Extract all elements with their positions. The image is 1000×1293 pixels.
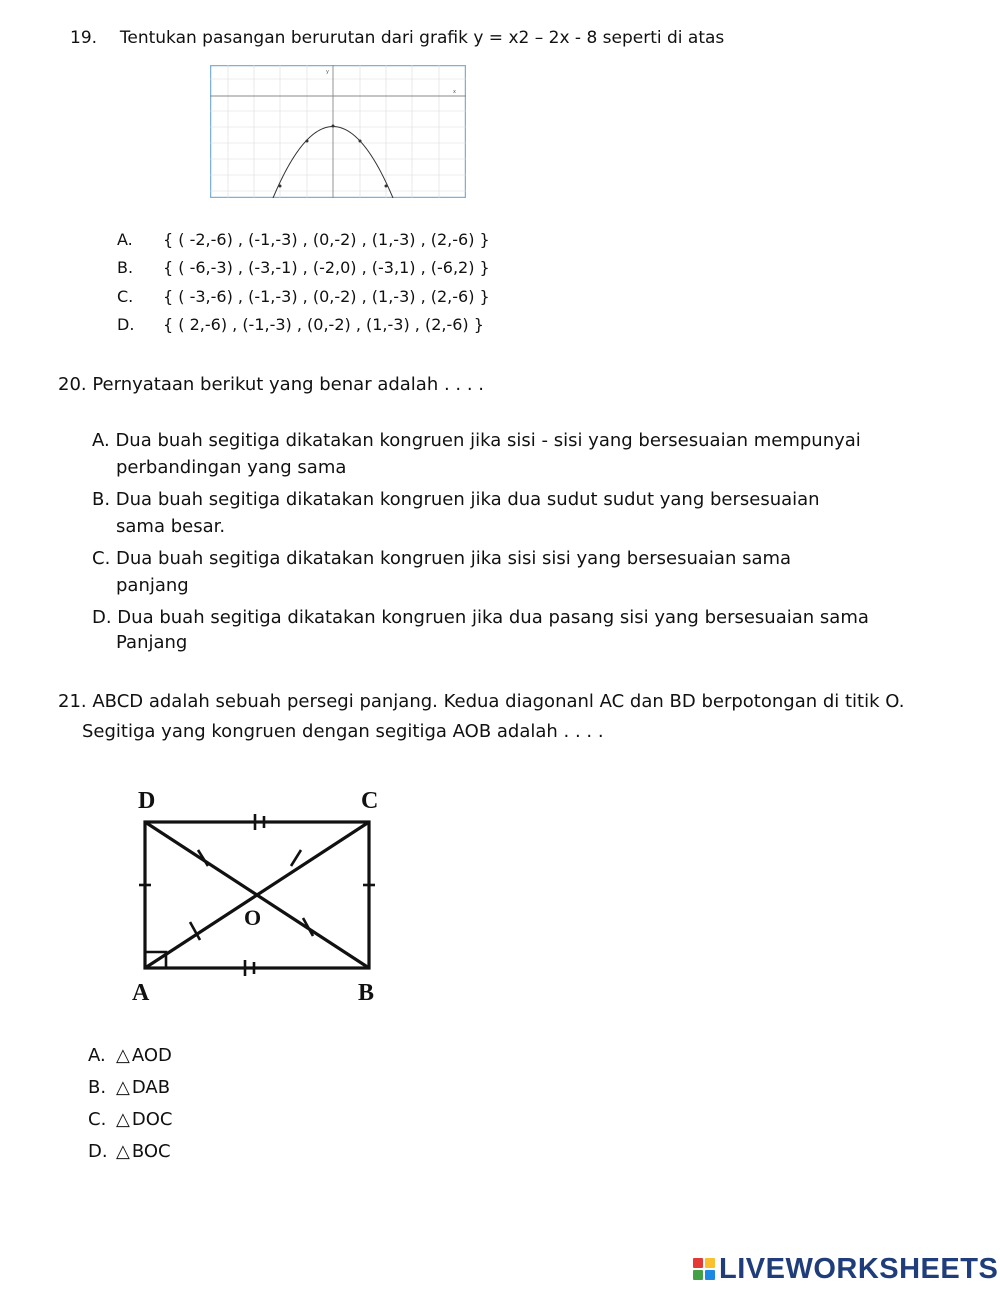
question-21-option-c[interactable] — [88, 1109, 172, 1130]
question-20-text: 20. Pernyataan berikut yang benar adalah . . . . — [58, 374, 485, 395]
option-line1: C. Dua buah segitiga dikatakan kongruen jika sisi sisi yang bersesuaian sama — [92, 548, 792, 569]
triangle-icon: △ — [116, 1045, 130, 1066]
option-letter: A. — [88, 1045, 106, 1066]
option-text: { ( -2,-6) , (-1,-3) , (0,-2) , (1,-3) , (2,-6) } — [163, 230, 490, 249]
option-letter: C. — [117, 287, 134, 306]
question-19 — [70, 28, 724, 48]
question-20-option-d[interactable] — [92, 607, 869, 653]
question-20-option-b[interactable] — [92, 489, 820, 537]
vertex-label-c: C — [361, 788, 379, 814]
question-21-line2: Segitiga yang kongruen dengan segitiga AOB adalah . . . . — [82, 721, 604, 742]
option-text: DOC — [131, 1109, 173, 1130]
question-20-option-c[interactable] — [92, 548, 791, 596]
x-axis-label: x — [453, 89, 456, 95]
question-19-option-b[interactable] — [117, 258, 490, 277]
rectangle-abcd-figure — [120, 780, 400, 1010]
option-letter: D. — [117, 315, 135, 334]
option-line1: B. Dua buah segitiga dikatakan kongruen jika dua sudut sudut yang bersesuaian — [92, 489, 820, 510]
graph-frame — [211, 66, 466, 198]
logo-square-green — [693, 1270, 703, 1280]
vertex-label-a: A — [132, 980, 150, 1006]
option-letter: B. — [117, 258, 134, 277]
question-19-number: 19. — [70, 28, 98, 48]
liveworksheets-logo[interactable] — [693, 1252, 998, 1286]
question-19-option-c[interactable] — [117, 287, 490, 306]
logo-squares-icon — [693, 1258, 715, 1280]
option-letter: A. — [117, 230, 133, 249]
option-line1: D. Dua buah segitiga dikatakan kongruen jika dua pasang sisi yang bersesuaian sama — [92, 607, 869, 628]
vertex-label-b: B — [358, 980, 375, 1006]
option-letter: D. — [88, 1141, 108, 1162]
y-axis-label: y — [326, 69, 329, 75]
question-21-option-a[interactable] — [88, 1045, 172, 1066]
question-21-line1: 21. ABCD adalah sebuah persegi panjang. Kedua diagonanl AC dan BD berpotongan di titik O. — [58, 691, 905, 712]
option-letter: C. — [88, 1109, 107, 1130]
logo-square-blue — [705, 1270, 715, 1280]
option-text: { ( -3,-6) , (-1,-3) , (0,-2) , (1,-3) , (2,-6) } — [163, 287, 490, 306]
option-letter: B. — [88, 1077, 107, 1098]
question-19-text: Tentukan pasangan berurutan dari grafik y = x2 – 2x - 8 seperti di atas — [119, 28, 725, 48]
question-19-option-a[interactable] — [117, 230, 490, 249]
question-21-option-d[interactable] — [88, 1141, 171, 1162]
option-line2: sama besar. — [116, 516, 226, 537]
option-text: BOC — [131, 1141, 171, 1162]
logo-square-yellow — [705, 1258, 715, 1268]
option-text: DAB — [131, 1077, 171, 1098]
option-line2: perbandingan yang sama — [116, 457, 347, 478]
question-19-option-d[interactable] — [117, 315, 484, 334]
question-20-option-a[interactable] — [92, 430, 861, 478]
logo-square-red — [693, 1258, 703, 1268]
triangle-icon: △ — [116, 1141, 130, 1162]
vertex-label-d: D — [138, 788, 156, 814]
intersection-label-o: O — [244, 905, 262, 930]
parabola-graph — [210, 65, 466, 198]
triangle-icon: △ — [116, 1077, 130, 1098]
option-line1: A. Dua buah segitiga dikatakan kongruen jika sisi - sisi yang bersesuaian mempunyai — [92, 430, 861, 451]
option-line2: panjang — [116, 575, 189, 596]
option-text: { ( -6,-3) , (-3,-1) , (-2,0) , (-3,1) , (-6,2) } — [163, 258, 490, 277]
option-text: AOD — [131, 1045, 172, 1066]
question-21-option-b[interactable] — [88, 1077, 170, 1098]
logo-text: LIVEWORKSHEETS — [719, 1252, 999, 1285]
option-text: { ( 2,-6) , (-1,-3) , (0,-2) , (1,-3) , (2,-6) } — [163, 315, 484, 334]
triangle-icon: △ — [116, 1109, 130, 1130]
option-line2: Panjang — [116, 632, 188, 653]
